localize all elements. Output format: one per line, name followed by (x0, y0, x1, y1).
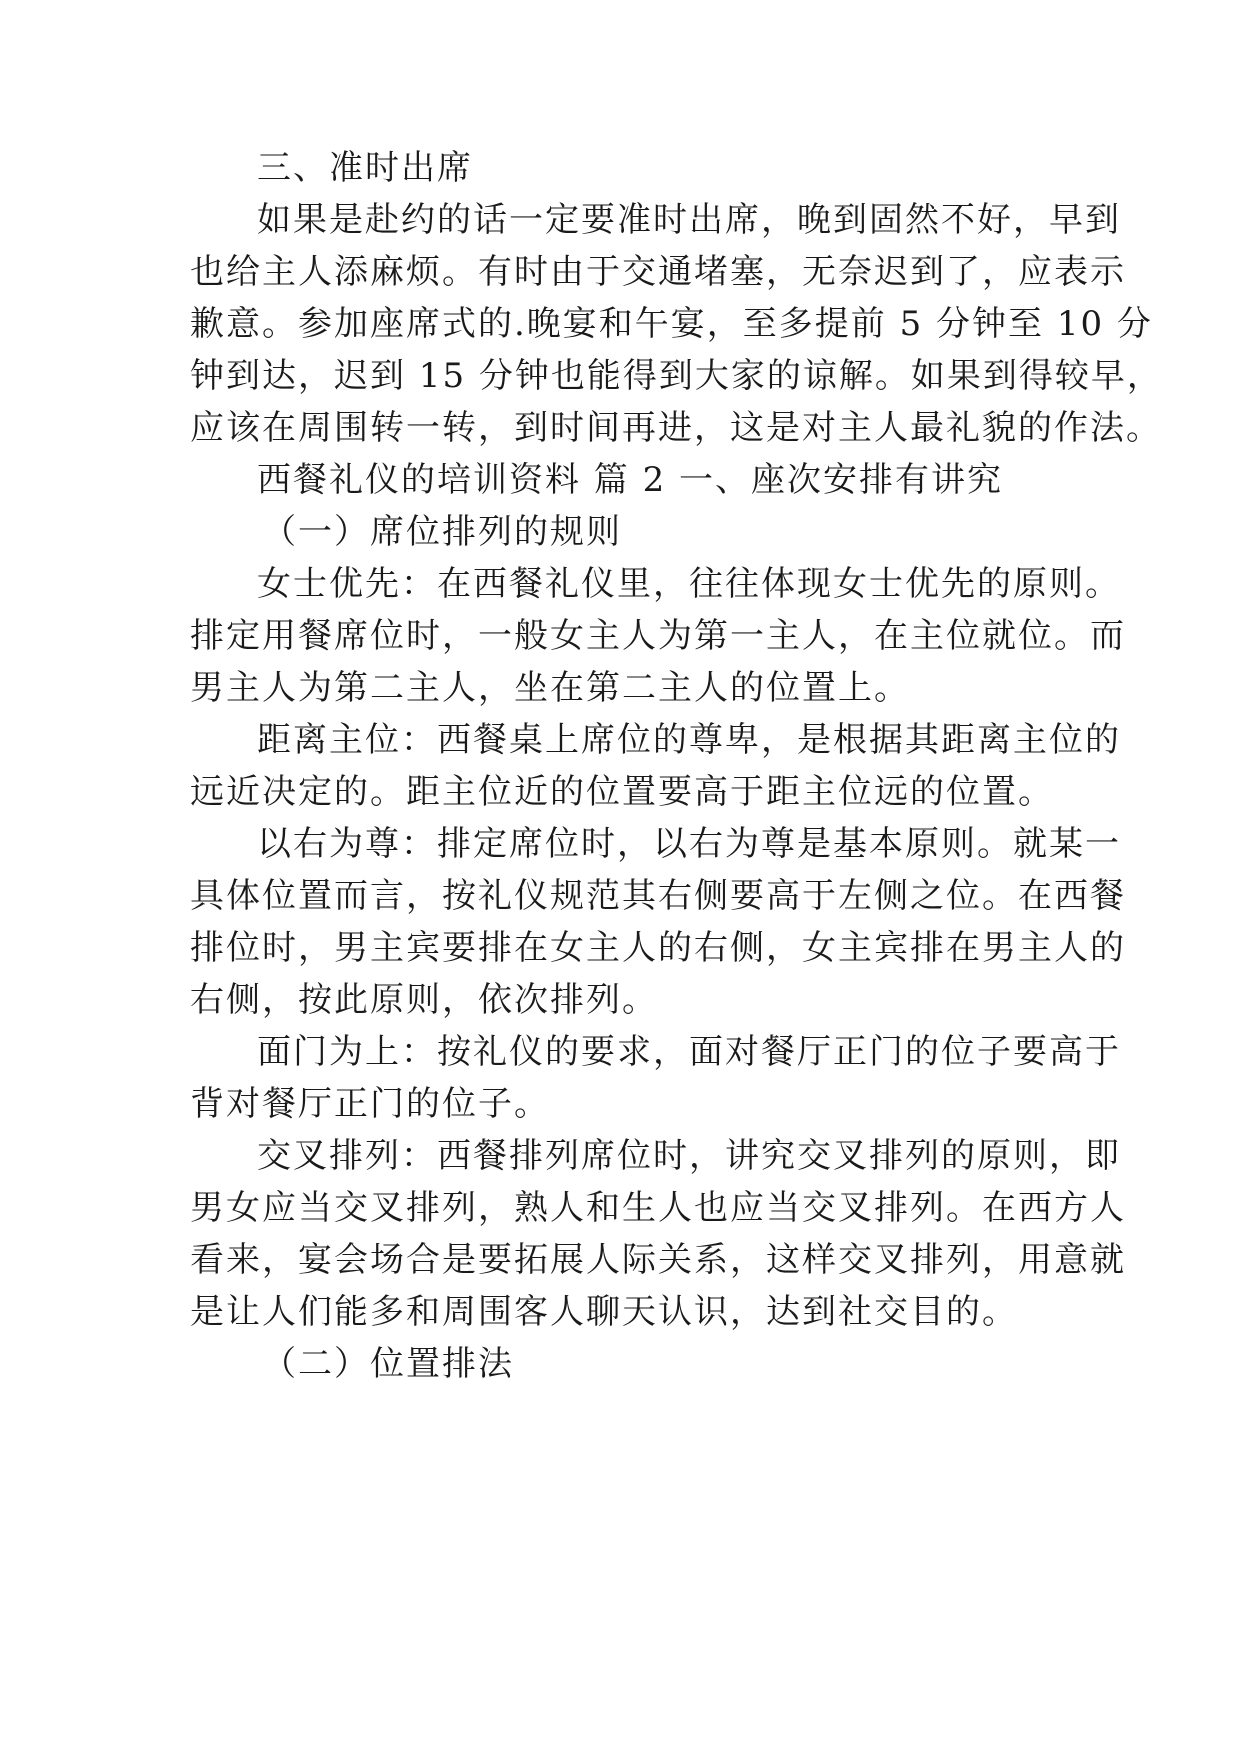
paragraph-line: 女士优先：在西餐礼仪里，往往体现女士优先的原则。 (257, 564, 1121, 604)
paragraph-line: 背对餐厅正门的位子。 (190, 1084, 550, 1124)
section-heading: 西餐礼仪的培训资料 篇 2 一、座次安排有讲究 (257, 460, 1004, 500)
paragraph-line: 看来，宴会场合是要拓展人际关系，这样交叉排列，用意就 (190, 1240, 1126, 1280)
paragraph-line: 面门为上：按礼仪的要求，面对餐厅正门的位子要高于 (257, 1032, 1121, 1072)
paragraph-line: 如果是赴约的话一定要准时出席，晚到固然不好，早到 (257, 200, 1121, 240)
paragraph-line: 右侧，按此原则，依次排列。 (190, 980, 658, 1020)
paragraph-line: 也给主人添麻烦。有时由于交通堵塞，无奈迟到了，应表示 (190, 252, 1126, 292)
paragraph-line: 排位时，男主宾要排在女主人的右侧，女主宾排在男主人的 (190, 928, 1126, 968)
subsection-heading: （一）席位排列的规则 (262, 512, 622, 552)
paragraph-line: 距离主位：西餐桌上席位的尊卑，是根据其距离主位的 (257, 720, 1121, 760)
paragraph-line: 排定用餐席位时，一般女主人为第一主人，在主位就位。而 (190, 616, 1126, 656)
paragraph-line: 歉意。参加座席式的.晚宴和午宴，至多提前 5 分钟至 10 分 (190, 304, 1153, 344)
paragraph-line: 具体位置而言，按礼仪规范其右侧要高于左侧之位。在西餐 (190, 876, 1126, 916)
paragraph-line: 应该在周围转一转，到时间再进，这是对主人最礼貌的作法。 (190, 408, 1162, 448)
paragraph-line: 男主人为第二主人，坐在第二主人的位置上。 (190, 668, 910, 708)
paragraph-line: 以右为尊：排定席位时，以右为尊是基本原则。就某一 (257, 824, 1121, 864)
paragraph-line: 是让人们能多和周围客人聊天认识，达到社交目的。 (190, 1292, 1018, 1332)
paragraph-line: 交叉排列：西餐排列席位时，讲究交叉排列的原则，即 (257, 1136, 1121, 1176)
paragraph-line: 远近决定的。距主位近的位置要高于距主位远的位置。 (190, 772, 1054, 812)
section-heading: 三、准时出席 (257, 148, 473, 188)
subsection-heading: （二）位置排法 (262, 1344, 514, 1384)
paragraph-line: 钟到达，迟到 15 分钟也能得到大家的谅解。如果到得较早， (190, 356, 1163, 396)
paragraph-line: 男女应当交叉排列，熟人和生人也应当交叉排列。在西方人 (190, 1188, 1126, 1228)
